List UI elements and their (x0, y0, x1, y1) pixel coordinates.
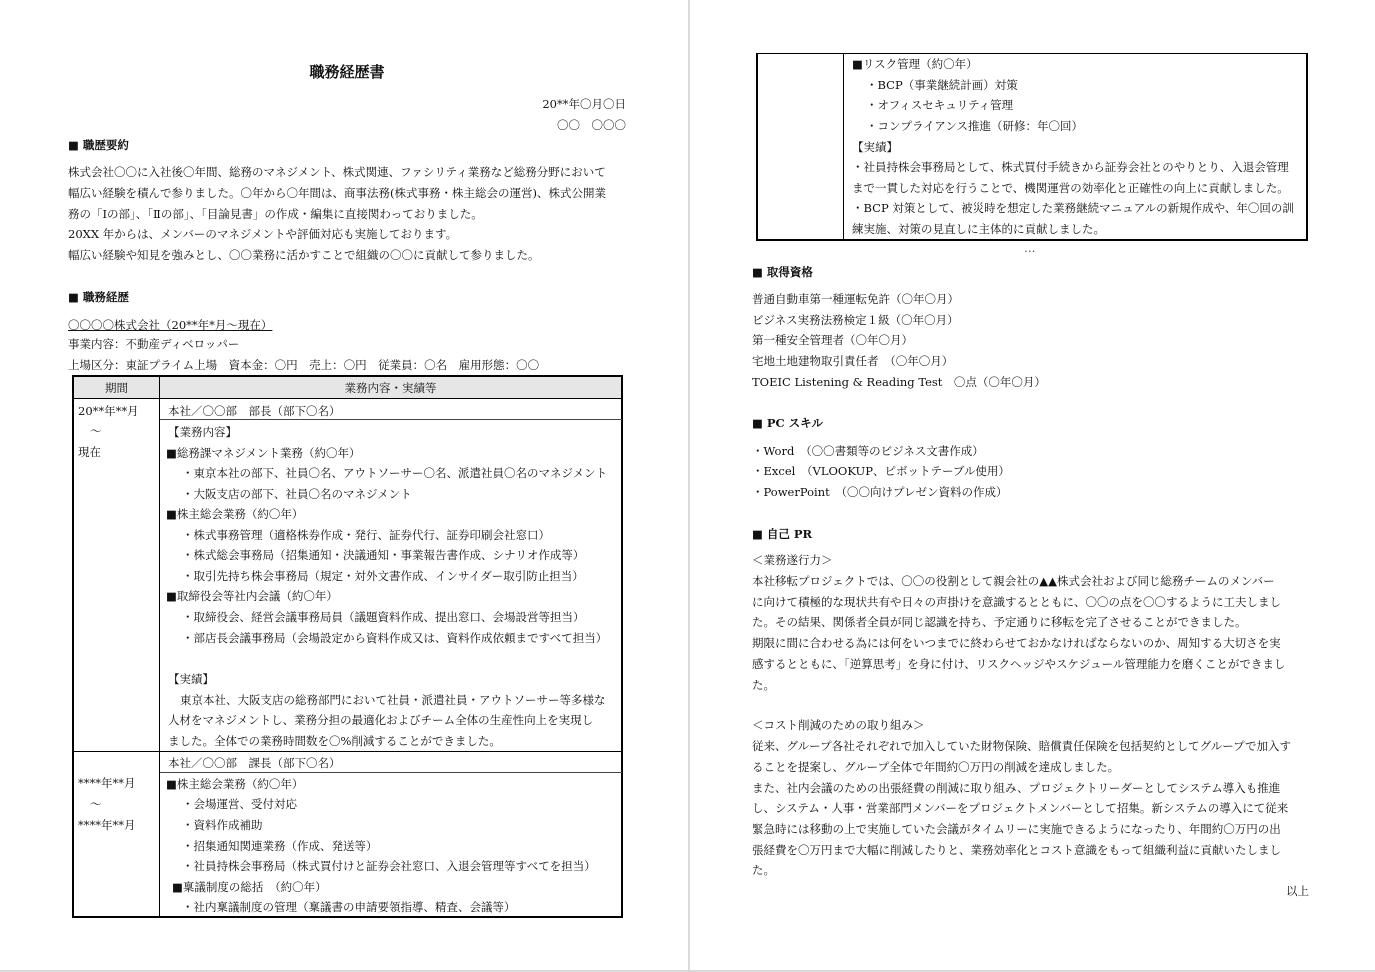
pr-line: 緊急時には移動の上で実施していた会議がタイムリーに実施できるようになったり、年間約〇万円の出 (752, 822, 1281, 836)
summary-line: 幅広い経験を積んで参りました。〇年から〇年間は、商事法務(株式事務・株主総会の運営)、株式公開業 (68, 186, 606, 200)
role-line: ・株式事務管理（適格株券作成・発行、証券代行、証券印刷会社窓口） (182, 528, 550, 542)
role-line: ・東京本社の部下、社員〇名、アウトソーサー〇名、派遣社員〇名のマネジメント (182, 466, 608, 480)
role-title: 本社／〇〇部 部長（部下〇名） (168, 404, 341, 418)
pr-line: 感するとともに、「逆算思考」を身に付け、リスクヘッジやスケジュール管理能力を磨くことができまし (752, 657, 1286, 671)
company-info: 上場区分：東証プライム上場 資本金：〇円 売上：〇円 従業員：〇名 雇用形態：〇〇 (68, 358, 540, 372)
pc-item: ・Excel （VLOOKUP、ピボットテーブル使用） (752, 464, 1010, 478)
role-line: ・社内稟議制度の管理（稟議書の申請要領指導、精査、会議等） (182, 900, 516, 914)
role-line: ・部店長会議事務局（会場設定から資料作成又は、資料作成依頼まですべて担当） (182, 631, 608, 645)
pr-line: 期限に間に合わせる為には何をいつまでに終わらせておかなければならないのか、周知する大切さを実 (752, 636, 1281, 650)
period-sep: ～ (90, 424, 102, 438)
pr-line: 張経費を〇万円まで大幅に削減したりと、業務効率化とコスト意識をもって組織利益に貢献いたしまし (752, 843, 1281, 857)
role-line: ・大阪支店の部下、社員〇名のマネジメント (182, 487, 412, 501)
page-right (690, 0, 1375, 970)
period-end: ****年**月 (78, 818, 136, 832)
quals-heading: ■ 取得資格 (752, 265, 813, 279)
pr-line: に向けて積極的な現状共有や日々の声掛けを意識するとともに、〇〇の点を〇〇するように工夫しまし (752, 595, 1281, 609)
role-line: ・BCP 対策として、被災時を想定した業務継続マニュアルの新規作成や、年〇回の訓 (852, 201, 1294, 215)
pr-line: た。 (752, 863, 775, 877)
role-line: ■総務課マネジメント業務（約〇年） (166, 446, 361, 460)
period-start: ****年**月 (78, 776, 136, 790)
summary-line: 幅広い経験や知見を強みとし、〇〇業務に活かすことで組織の〇〇に貢献して参りました。 (68, 248, 540, 262)
pc-item: ・PowerPoint （〇〇向けプレゼン資料の作成） (752, 485, 1008, 499)
period-start: 20**年**月 (78, 404, 139, 418)
pr-heading: ■ 自己 PR (752, 527, 813, 541)
role-line: ・社員持株会事務局として、株式買付手続きから証券会社とのやりとり、入退会管理 (852, 160, 1289, 174)
history-heading: ■ 職務経歴 (68, 290, 129, 304)
role-line: ■株主総会業務（約〇年） (166, 507, 304, 521)
role-line: 練実施、対策の見直しに主体的に貢献しました。 (852, 222, 1105, 236)
role-line: ■稟議制度の総括 （約〇年） (172, 880, 327, 894)
role-line: ・オフィスセキュリティ管理 (866, 98, 1014, 112)
role-line: ・社員持株会事務局（株式買付けと証券会社窓口、入退会管理等すべてを担当） (182, 859, 596, 873)
author-name: 〇〇 〇〇〇 (557, 118, 626, 132)
role-line: ・招集通知関連業務（作成、発送等） (182, 839, 378, 853)
qual-item: 宅地土地建物取引責任者 （〇年〇月） (752, 354, 954, 368)
company-name: 〇〇〇〇株式会社（20**年*月～現在） (68, 318, 273, 332)
role-line: 【実績】 (852, 140, 898, 154)
role-line: ・コンプライアンス推進（研修：年〇回） (866, 119, 1084, 133)
role-line: ・株式総会事務局（招集通知・決議通知・事業報告書作成、シナリオ作成等） (182, 548, 585, 562)
qual-item: 普通自動車第一種運転免許（〇年〇月） (752, 292, 959, 306)
qual-item: TOEIC Listening & Reading Test 〇点（〇年〇月） (752, 375, 1046, 389)
pr-line: た。 (752, 678, 775, 692)
summary-line: 務の「Ⅰの部」、「Ⅱの部」、「目論見書」の作成・編集に直接関わっておりました。 (68, 207, 483, 221)
role-line: 人材をマネジメントし、業務分担の最適化およびチーム全体の生産性向上を実現し (168, 713, 594, 727)
col-header-period: 期間 (105, 381, 128, 395)
period-end: 現在 (78, 445, 101, 459)
pc-item: ・Word （〇〇書類等のビジネス文書作成） (752, 444, 984, 458)
period-sep: ～ (90, 797, 102, 811)
pr-line: し、システム・人事・営業部門メンバーをプロジェクトメンバーとして招集。新システムの導入にて従来 (752, 801, 1289, 815)
role-line: ・取引先持ち株会事務局（規定・対外文書作成、インサイダー取引防止担当） (182, 569, 584, 583)
role-line: ・BCP（事業継続計画）対策 (866, 78, 1018, 92)
pc-heading: ■ PC スキル (752, 416, 824, 430)
pr-line: ることを提案し、グループ全体で年間約〇万円の削減を達成しました。 (752, 760, 1120, 774)
pr-line: 本社移転プロジェクトでは、〇〇の役割として親会社の▲▲株式会社および同じ総務チームのメンバー (752, 574, 1275, 588)
pr-line: た。その結果、関係者全員が同じ認識を持ち、予定通りに移転を完了させることができました。 (752, 615, 1247, 629)
col-header-content: 業務内容・実績等 (344, 381, 437, 395)
role-line: 東京本社、大阪支店の総務部門において社員・派遣社員・アウトソーサー等多様な (180, 693, 606, 707)
summary-line: 20XX 年からは、メンバーのマネジメントや評価対応も実施しております。 (68, 227, 458, 241)
pr-line: また、社内会議のための出張経費の削減に取り組み、プロジェクトリーダーとしてシステム導入も推進 (752, 781, 1281, 795)
continuation-ellipsis: … (1024, 241, 1036, 255)
role-line: 【業務内容】 (168, 425, 237, 439)
role-line: ました。全体での業務時間数を〇%削減することができました。 (168, 734, 501, 748)
qual-item: ビジネス実務法務検定１級（〇年〇月） (752, 313, 959, 327)
role-line: ・会場運営、受付対応 (182, 797, 297, 811)
role-line: 【実績】 (168, 672, 214, 686)
pr-line: 従来、グループ各社それぞれで加入していた財物保険、賠償責任保険を包括契約としてグループで加入す (752, 739, 1291, 753)
closing-mark: 以上 (1286, 884, 1309, 898)
role-line: ・取締役会、経営会議事務局員（議題資料作成、提出窓口、会場設営等担当） (182, 610, 585, 624)
company-business: 事業内容：不動産ディベロッパー (68, 337, 240, 351)
role-line: ・資料作成補助 (182, 818, 263, 832)
role-title: 本社／〇〇部 課長（部下〇名） (168, 756, 341, 770)
role-line: まで一貫した対応を行うことで、機関運営の効率化と正確性の向上に貢献しました。 (852, 181, 1289, 195)
summary-heading: ■ 職歴要約 (68, 138, 129, 152)
pr-subheading: ＜コスト削減のための取り組み＞ (752, 718, 925, 732)
document-date: 20**年〇月〇日 (542, 97, 626, 111)
page-title: 職務経歴書 (309, 63, 385, 81)
pr-subheading: ＜業務遂行力＞ (752, 553, 833, 567)
summary-line: 株式会社〇〇に入社後〇年間、総務のマネジメント、株式関連、ファシリティ業務など総務分野において (68, 165, 606, 179)
role-line: ■株主総会業務（約〇年） (166, 777, 304, 791)
page-left (0, 0, 688, 970)
qual-item: 第一種安全管理者（〇年〇月） (752, 333, 913, 347)
role-line: ■リスク管理（約〇年） (852, 57, 978, 71)
role-line: ■取締役会等社内会議（約〇年） (166, 589, 338, 603)
